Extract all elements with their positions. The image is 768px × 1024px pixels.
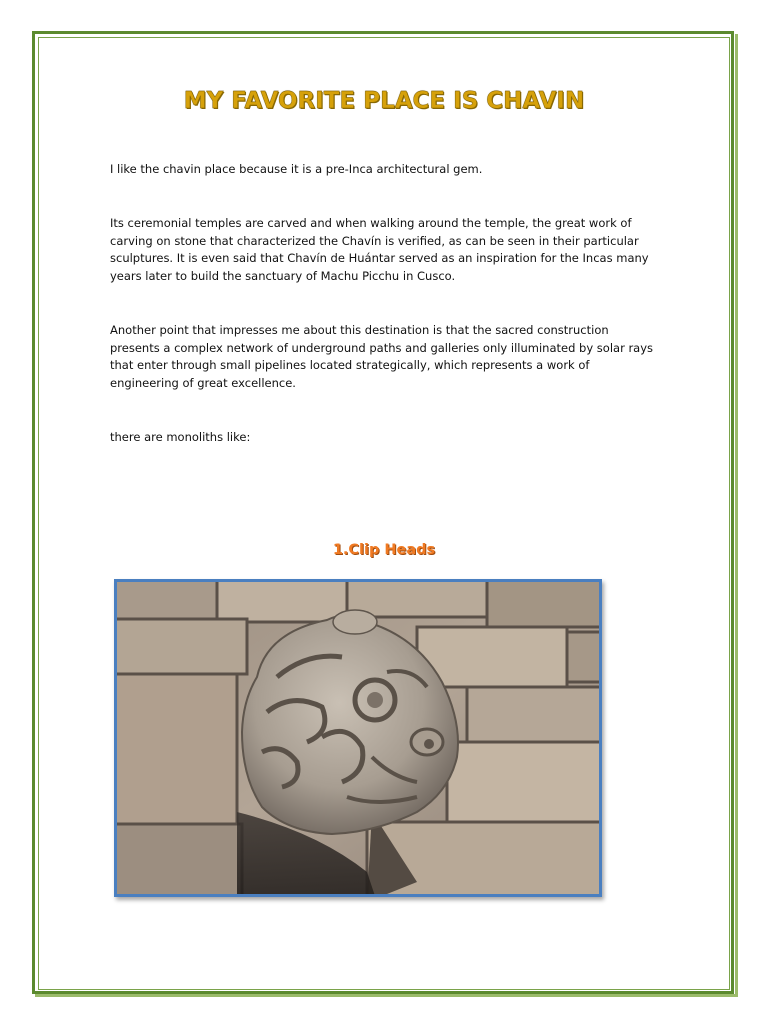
page-border-shadow-bottom <box>35 994 738 997</box>
paragraph-intro: I like the chavin place because it is a pre-Inca architectural gem. <box>110 162 483 176</box>
paragraph-temples: Its ceremonial temples are carved and when walking around the temple, the great work of carving on stone that characterized the Chavín is verified, as can be seen in their particular sculptures. It is even said that Chavín de Huántar served as an inspiration for the Incas many years later to build the sanctuary of Machu Picchu in Cusco. <box>110 216 649 283</box>
section-heading-clip-heads: 1.Clip Heads <box>332 542 436 558</box>
page-border-shadow-right <box>735 34 738 997</box>
paragraph-underground: Another point that impresses me about this destination is that the sacred construction presents a complex network of underground paths and galleries only illuminated by solar rays that enter through small pipelines located strategically, which represents a work of engineering of great excellence. <box>110 323 654 390</box>
page-title: MY FAVORITE PLACE IS CHAVIN <box>183 88 585 114</box>
stone-head-image <box>117 582 599 894</box>
clip-head-photo <box>114 579 602 897</box>
paragraph-monoliths: there are monoliths like: <box>110 430 251 444</box>
